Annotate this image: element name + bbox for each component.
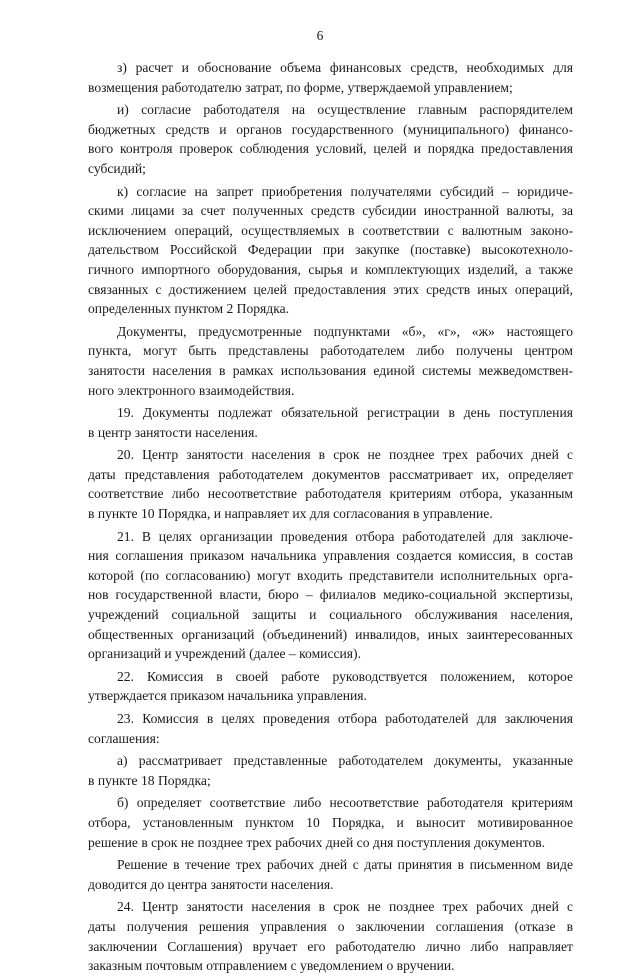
paragraph-line: занятости населения в рамках использования единой системы межведомствен-: [88, 362, 573, 378]
paragraph-line: Решение в течение трех рабочих дней с даты принятия в письменном виде: [117, 857, 573, 873]
paragraph-line: решение в срок не позднее трех рабочих дней со дня поступления документов.: [88, 834, 546, 850]
paragraph-line: связанных с достижением целей предоставления этих средств иных операций,: [88, 281, 573, 297]
paragraph-line: утверждается приказом начальника управления.: [88, 688, 367, 704]
paragraph-line: скими лицами за счет полученных средств субсидии иностранной валюты, за: [88, 203, 573, 219]
paragraph-line: даты представления работодателем документов рассматривает их, определяет: [88, 466, 573, 482]
paragraph-line: 24. Центр занятости населения в срок не позднее трех рабочих дней с: [117, 899, 573, 915]
paragraph-line: общественных организаций (объединений) инвалидов, иных заинтересованных: [88, 626, 573, 642]
paragraph-p-docs: [88, 322, 573, 400]
paragraph-line: 22. Комиссия в своей работе руководствуется положением, которое: [117, 668, 573, 684]
paragraph-line: соглашения:: [88, 730, 160, 746]
document-body: [88, 58, 573, 979]
paragraph-line: в пункте 10 Порядка, и направляет их для согласования в управление.: [88, 506, 493, 522]
paragraph-p-21: [88, 527, 573, 664]
paragraph-line: 21. В целях организации проведения отбора работодателей для заключе-: [117, 528, 573, 544]
paragraph-line: б) определяет соответствие либо несоответствие работодателя критериям: [117, 795, 573, 811]
paragraph-line: учреждений социальной защиты и социального обслуживания населения,: [88, 607, 573, 623]
paragraph-line: 23. Комиссия в целях проведения отбора работодателей для заключения: [117, 711, 573, 726]
paragraph-line: бюджетных средств и органов государственного (муниципального) финансо-: [88, 121, 573, 137]
paragraph-line: даты получения решения управления о заключении соглашения (отказе в: [88, 918, 573, 934]
paragraph-p-23a: [88, 751, 573, 790]
paragraph-line: в пункте 18 Порядка;: [88, 772, 211, 788]
paragraph-line: в центр занятости населения.: [88, 424, 258, 440]
paragraph-line: заказным почтовым отправлением с уведомлением о вручении.: [88, 958, 455, 974]
paragraph-line: доводится до центра занятости населения.: [88, 876, 334, 892]
paragraph-line: отбора, установленным пунктом 10 Порядка, и выносит мотивированное: [88, 814, 573, 830]
paragraph-p-19: [88, 403, 573, 442]
paragraph-line: организаций и учреждений (далее – комиссия).: [88, 646, 361, 662]
paragraph-line: 19. Документы подлежат обязательной регистрации в день поступления: [117, 405, 573, 421]
paragraph-line: заключении Соглашения) вручает его работодателю лично либо направляет: [88, 938, 573, 954]
paragraph-line: исключением операций, осуществляемых в соответствии с валютным законо-: [88, 222, 573, 238]
paragraph-line: з) расчет и обоснование объема финансовых средств, необходимых для: [117, 60, 573, 75]
paragraph-line: вого контроля проверок соблюдения условий, целей и порядка предоставления: [88, 141, 573, 157]
paragraph-p-23: [88, 709, 573, 748]
paragraph-line: ного электронного взаимодействия.: [88, 382, 295, 398]
paragraph-line: нов государственной власти, бюро – филиалов медико-социальной экспертизы,: [88, 587, 573, 603]
paragraph-p-20: [88, 445, 573, 523]
paragraph-line: дательством Российской Федерации при закупке (поставке) высокотехноло-: [88, 242, 573, 258]
paragraph-p-z: [88, 58, 573, 97]
paragraph-line: соответствие либо несоответствие работодателя критериям отбора, указанным: [88, 486, 573, 502]
paragraph-line: Документы, предусмотренные подпунктами «б», «г», «ж» настоящего: [117, 323, 573, 339]
paragraph-line: к) согласие на запрет приобретения получателями субсидий – юридиче-: [117, 183, 573, 199]
page-number: 6: [316, 28, 324, 43]
paragraph-line: возмещения работодателю затрат, по форме, утверждаемой управлением;: [88, 79, 513, 95]
paragraph-line: ния соглашения приказом начальника управления создается комиссия, в состав: [88, 548, 573, 564]
paragraph-p-decision: [88, 855, 573, 894]
paragraph-line: гичного импортного оборудования, сырья и комплектующих изделий, а также: [88, 261, 573, 277]
paragraph-p-k: [88, 182, 573, 319]
paragraph-p-i: [88, 100, 573, 178]
paragraph-line: субсидий;: [88, 160, 146, 176]
paragraph-p-23b: [88, 793, 573, 852]
paragraph-p-22: [88, 667, 573, 706]
paragraph-line: определенных пунктом 2 Порядка.: [88, 301, 290, 317]
paragraph-line: которой (по согласованию) могут входить представители исполнительных орга-: [88, 567, 573, 583]
paragraph-line: а) рассматривает представленные работодателем документы, указанные: [117, 753, 573, 769]
paragraph-p-24: [88, 897, 573, 975]
paragraph-line: 20. Центр занятости населения в срок не позднее трех рабочих дней с: [117, 447, 573, 463]
paragraph-line: пункта, могут быть представлены работодателем либо получены центром: [88, 343, 573, 359]
paragraph-line: и) согласие работодателя на осуществление главным распорядителем: [117, 102, 573, 118]
